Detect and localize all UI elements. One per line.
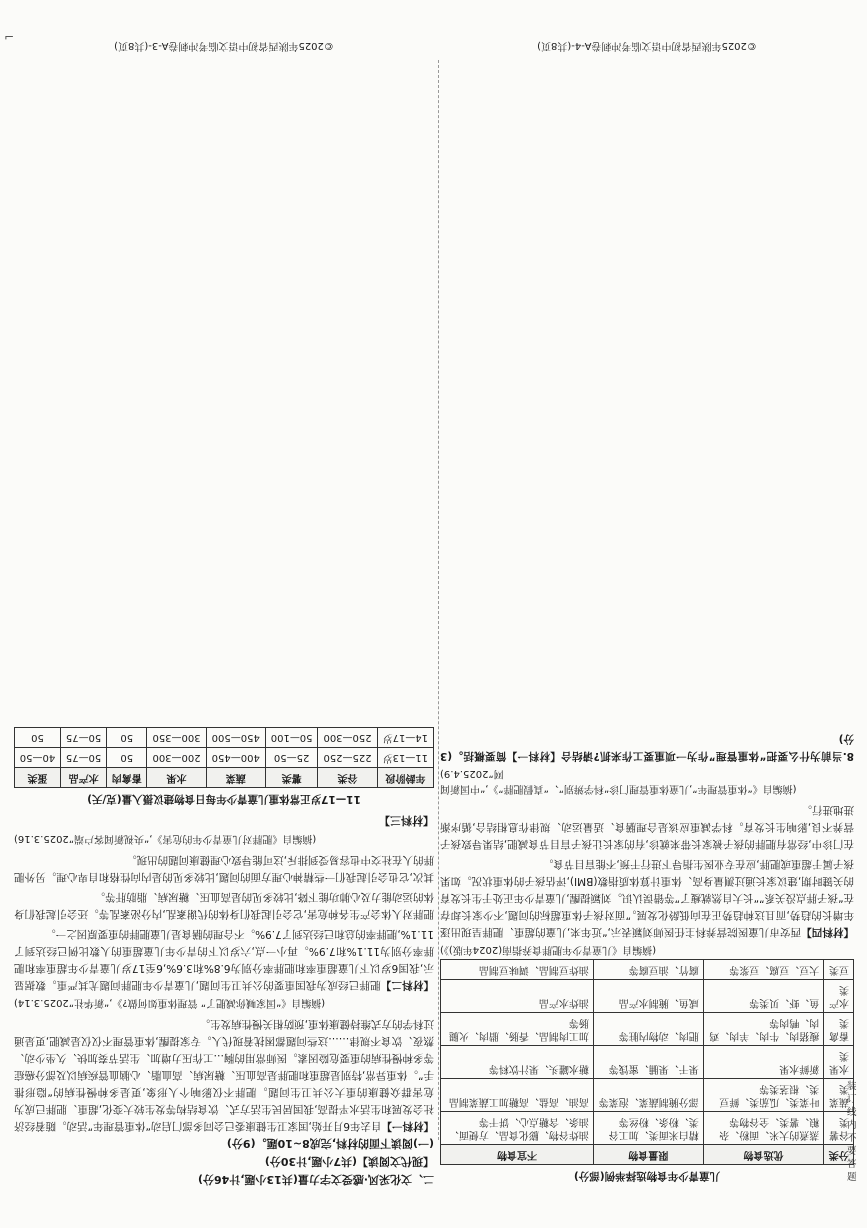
food-table-row bbox=[441, 1112, 854, 1145]
material-four-source: (摘编自《“体重管理年”,儿童体重管理门诊“科学辨别”、“真假肥胖”》,“中国新闻网”2025.4.9) bbox=[440, 768, 797, 794]
intake-table-cell: 11—13岁 bbox=[377, 748, 433, 768]
food-table-cell: 叶菜类、瓜茄类、鲜豆类、根茎类等 bbox=[703, 1079, 824, 1112]
food-table-row bbox=[441, 1079, 854, 1112]
food-table-row bbox=[441, 980, 854, 1013]
intake-table-header: 蛋类 bbox=[15, 768, 61, 788]
intake-table-header: 薯类 bbox=[265, 768, 318, 788]
food-table-cell: 肥肉、动物内脏等 bbox=[593, 1013, 703, 1046]
intake-table-cell: 200—300 bbox=[147, 748, 206, 768]
food-table-cell: 畜禽类 bbox=[824, 1013, 854, 1046]
right-page bbox=[440, 40, 854, 1190]
food-table-row bbox=[441, 960, 854, 980]
material-one-label: 【材料一】 bbox=[381, 1120, 434, 1132]
intake-table-cell: 50—75 bbox=[61, 728, 107, 748]
food-table-cell: 油炸豆制品、调味豆制品 bbox=[441, 960, 594, 980]
food-table-cell: 谷薯类 bbox=[824, 1112, 854, 1145]
food-table-header: 限量食物 bbox=[593, 1145, 703, 1165]
food-table-cell: 高油、高盐、高糖加工蔬菜制品 bbox=[441, 1079, 594, 1112]
food-table-cell: 果干、果脯、蜜饯等 bbox=[593, 1046, 703, 1079]
material-four bbox=[440, 855, 854, 940]
intake-table-cell: 50 bbox=[107, 748, 147, 768]
material-two-label: 【材料二】 bbox=[380, 979, 434, 991]
material-three-label: 【材料三】 bbox=[379, 814, 434, 827]
food-table-title: 儿童青少年食物选择举例(部分) bbox=[573, 1170, 721, 1182]
intake-table-header: 水产品 bbox=[61, 768, 107, 788]
left-page bbox=[14, 40, 434, 1190]
intake-table-cell: 250—300 bbox=[318, 728, 377, 748]
material-four-cont: 在门诊中,经常有肥胖的孩子被家长带来就诊,有的家长让孩子盲目节食减肥,结果导致孩子营养不良,影响生长发育。科学减重应该是合理膳食、适量运动、规律作息相结合,循序渐进地进行。 bbox=[440, 804, 854, 850]
food-table-cell: 加工肉制品、香肠、腊肉、火腿肠等 bbox=[441, 1013, 594, 1046]
food-table-row bbox=[441, 1046, 854, 1079]
intake-table-title: 11—17岁正常体重儿童青少年每日食物建议摄入量(克/天) bbox=[87, 793, 361, 805]
intake-table-row bbox=[15, 728, 434, 748]
food-table-cell: 糖水罐头、果汁饮料等 bbox=[441, 1046, 594, 1079]
intake-table-cell: 300—350 bbox=[147, 728, 206, 748]
material-one bbox=[14, 1015, 434, 1134]
page-divider bbox=[438, 60, 439, 1140]
food-table-cell: 豆类 bbox=[824, 960, 854, 980]
material-two bbox=[14, 925, 434, 993]
food-table-source: (摘编自《儿童青少年肥胖食养指南(2024年版)》) bbox=[440, 944, 657, 955]
corner-mark: ⌐ bbox=[4, 30, 15, 44]
binding-line-notice: 装 订 线 内 不 要 答 题 bbox=[847, 1081, 857, 1183]
intake-table-cell: 25—50 bbox=[265, 748, 318, 768]
question-8: 8.当前为什么要把“体重管理”作为一项重要工作来抓?请结合【材料一】简要概括。(3分) bbox=[440, 733, 854, 762]
material-one-source: (摘编自《“国家喊你减肥了” 管理体重如何做?》,“新华社”2025.3.14) bbox=[14, 997, 326, 1008]
intake-table-header: 蔬菜 bbox=[206, 768, 265, 788]
food-table-cell: 部分腌制蔬菜、泡菜等 bbox=[593, 1079, 703, 1112]
food-table-cell: 新鲜水果 bbox=[703, 1046, 824, 1079]
intake-table-cell: 50—100 bbox=[265, 728, 318, 748]
food-table-cell: 大豆、豆腐、豆浆等 bbox=[703, 960, 824, 980]
food-table-cell: 水果类 bbox=[824, 1046, 854, 1079]
material-one-text: 自去年6月开始,国家卫生健康委已会同多部门启动“体重管理年”活动。随着经济社会发展和生活水平提高,我国居民生活方式、饮食结构等发生较大变化,超重、肥胖已成为危害群众健康的重大公共卫生问题。肥胖不仅影响个人形象,更是多种慢性病的“隐形推手”。体重异常,特别是超重和肥胖是高血压、糖尿病、高血脂、心脑血管疾病以及部分癌症等多种慢性病的重要危险因素。医师常用的胸…工作压力增加、生活节奏加快、久坐少动、熬夜、饮食不规律……这些问题都困扰着现代人。专家提醒,体重管理不仅仅是减肥,更是通过科学的方式维持健康体重,预防相关慢性病发生。 bbox=[14, 1018, 434, 1132]
intake-table-header: 年龄阶段 bbox=[377, 768, 433, 788]
food-table-cell: 腐竹、油豆腐等 bbox=[593, 960, 703, 980]
material-two-source: (摘编自《肥胖对儿童青少年的危害》,“央视新闻客户端”2025.3.16) bbox=[14, 833, 317, 844]
intake-table bbox=[14, 727, 434, 788]
intake-table-cell: 450—500 bbox=[206, 728, 265, 748]
intake-table-cell: 400—450 bbox=[206, 748, 265, 768]
food-table-cell: 瘦猪肉、牛肉、羊肉、鸡肉、鸭肉等 bbox=[703, 1013, 824, 1046]
food-table-header: 不宜食物 bbox=[441, 1145, 594, 1165]
intake-table-header: 水果 bbox=[147, 768, 206, 788]
food-table-row bbox=[441, 1013, 854, 1046]
food-table-cell: 精白米面类、加工谷类、粉条、粉丝等 bbox=[593, 1112, 703, 1145]
food-table-cell: 咸鱼、腌制水产品 bbox=[593, 980, 703, 1013]
material-four-text: 西安市儿童医院营养科主任医师刘颖表示,“近年来,儿童的超重、肥胖呈现出逐年增长的趋势,而且这种趋势正在向低龄化发展。”面对孩子体重超标的问题,不少家长却存在“孩子胖点没关系”“长大自然就瘦了”等错误认识。刘颖提醒,儿童青少年正处于生长发育的关键时期,建议家长通过测量身高、体重计算体质指数(BMI),评估孩子的体重状况。如果孩子属于超重或肥胖,应在专业医生指导下进行干预,不能盲目节食。 bbox=[440, 858, 854, 938]
food-table-cell: 油炸谷物、膨化食品、方便面、油条、含糖点心、饼干等 bbox=[441, 1112, 594, 1145]
food-table-cell: 蒸煮的大米、面粉、杂粮、薯类、全谷物等 bbox=[703, 1112, 824, 1145]
food-table-header: 优选食物 bbox=[703, 1145, 824, 1165]
part-one-title: (一)阅读下面的材料,完成8~10题。(9分) bbox=[226, 1137, 434, 1150]
right-footer: ©2025年陕西省初中语文临考冲刺卷A-4-(共8页) bbox=[537, 40, 757, 51]
food-table-cell: 鱼、虾、贝类等 bbox=[703, 980, 824, 1013]
material-four-label: 【材料四】 bbox=[801, 926, 854, 938]
section-title: 二、文化采风·感受文字力量(共13小题,计46分) bbox=[197, 1173, 434, 1186]
intake-table-cell: 50 bbox=[107, 728, 147, 748]
left-footer: ©2025年陕西省初中语文临考冲刺卷A-3-(共8页) bbox=[114, 40, 334, 51]
material-two-cont: 肥胖对人体会产生各种危害,它会引起我们身体的代谢紊乱,内分泌紊乱等。还会引起我们身体的运动能力及心肺功能下降,比较多见的是高血压、糖尿病、脂肪肝等。 bbox=[14, 891, 434, 920]
food-table-cell: 水产类 bbox=[824, 980, 854, 1013]
intake-table-row bbox=[15, 748, 434, 768]
food-table-cell: 蔬菜类 bbox=[824, 1079, 854, 1112]
material-two-text: 肥胖已经成为我国重要的公共卫生问题,儿童青少年肥胖问题尤其严重。数据显示,我国6岁以下儿童超重率和肥胖率分别为6.8%和3.6%,6至17岁儿童青少年超重率和肥胖率分别为11.1%和7.9%。再小一点,六岁以下的青少年儿童超重的人数比例已经达到了11.1%,肥胖率的总和已经达到了7.9%。不合理的膳食是儿童肥胖的重要原因之一。 bbox=[14, 928, 434, 991]
intake-table-header: 畜禽肉 bbox=[107, 768, 147, 788]
intake-table-cell: 14—17岁 bbox=[377, 728, 433, 748]
intake-table-cell: 225—250 bbox=[318, 748, 377, 768]
food-table-cell: 油炸水产品 bbox=[441, 980, 594, 1013]
intake-table-header: 谷类 bbox=[318, 768, 377, 788]
food-table-header: 分类 bbox=[824, 1145, 854, 1165]
subsection-title: 【现代文阅读】(共7小题,计30分) bbox=[264, 1155, 434, 1168]
food-table bbox=[440, 959, 854, 1165]
intake-table-cell: 50 bbox=[15, 728, 61, 748]
intake-table-cell: 50—75 bbox=[61, 748, 107, 768]
material-two-cont2: 其次,它也会引起我们一些精神心理方面的问题,比较多见的是内向性格和自卑心理。另外肥胖的人在社交中也容易受到排斥,这可能导致心理健康问题的出现。 bbox=[14, 854, 434, 883]
intake-table-cell: 40—50 bbox=[15, 748, 61, 768]
